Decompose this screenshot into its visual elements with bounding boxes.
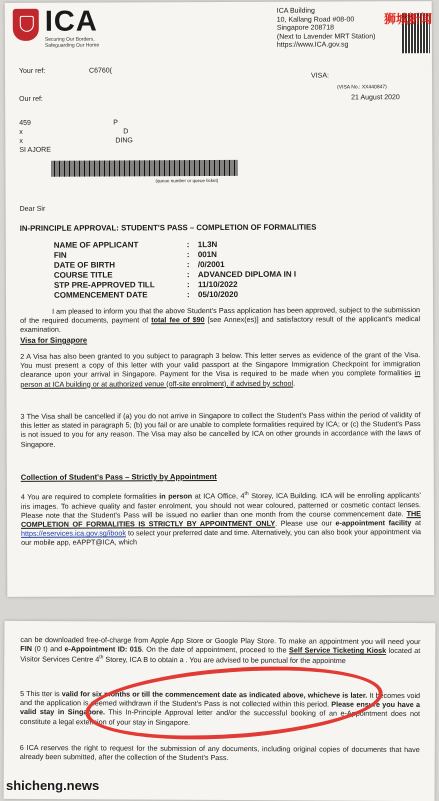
paragraph-4: 4 You are required to complete formalities in person at ICA Office, 4th Storey, ICA Building. ICA will be enrolling applicants' iris images. To achieve quality and faster enrolment, you should not wear coloured, patterned or cosmetic contact lenses. Please note that the Student's Pass will be issued no earlier than one month from the course commencement date. THE COMPLETION OF FORMALITIES IS STRICTLY BY APPOINTMENT ONLY. Please use our e-appointment facility at https://eservices.ica.gov.sg/ibook to select your preferred date and time. Alternatively, you can also book your appointment via our mobile app, eAPPT@ICA, which <box>20 490 422 548</box>
ica-tagline: Securing Our Borders, Safeguarding Our Home <box>44 36 100 49</box>
your-ref-value: C6760( <box>88 67 112 75</box>
addressee-d: D <box>123 128 129 136</box>
paragraph-6: 6 ICA reserves the right to request for the submission of any documents, including original copies of documents that have already been submitted, after the collection of the Student's Pass. <box>19 742 420 763</box>
detail-value: 1L3N <box>197 240 218 250</box>
watermark-top: 狮城新闻 <box>384 12 433 26</box>
paragraph-2: 2 A Visa has also been granted to you subject to paragraph 3 below. This letter serves as evidence of the grant of the Visa. You must present a copy of this letter with your valid passport at the Singapore Immigration Checkpoint for immigration clearance upon your arrival in Singapore. Payment for the Visa is required to be made when you complete formalities in person at ICA building or at authorized venue (off-site enrolment), if advised by school. <box>20 350 421 389</box>
our-ref-label: Our ref: <box>19 95 43 103</box>
detail-colon: : <box>186 290 190 300</box>
ica-crest-logo <box>13 9 39 41</box>
salutation: Dear Sir <box>19 205 46 213</box>
letter-date: 21 August 2020 <box>351 94 400 102</box>
addressee-ding: DING <box>115 137 133 145</box>
barcode <box>51 160 237 177</box>
watermark-bottom: shicheng.news <box>6 778 100 793</box>
addressee-p: P <box>113 119 118 127</box>
visa-heading: Visa for Singapore <box>20 335 88 345</box>
detail-value: 05/10/2020 <box>197 289 239 300</box>
detail-label: COURSE TITLE <box>53 270 113 280</box>
detail-colon: : <box>186 270 190 280</box>
detail-value: 11/10/2022 <box>197 279 238 290</box>
letter-subject: IN-PRINCIPLE APPROVAL: STUDENT'S PASS – COMPLETION OF FORMALITIES <box>19 222 317 233</box>
detail-label: STP PRE-APPROVED TILL <box>53 280 155 290</box>
your-ref-label: Your ref: <box>18 67 46 75</box>
visa-number: (VISA No.: XX440847) <box>337 84 387 91</box>
ica-address-block: ICA Building 10, Kallang Road #08-00 Singapore 208718 (Next to Lavender MRT Station) https://www.ICA.gov.sg <box>276 7 376 49</box>
paragraph-4-continued: can be downloaded free-of-charge from Apple App Store or Google Play Store. To make an appointment you will need your FIN (0 t) and e-Appointment ID: 015. On the date of appointment, proceed to the Self Service Ticketing Kiosk located at Visitor Services Centre 4th Storey, ICA B to obtain a . You are advised to be punctual for the appointme <box>20 634 421 666</box>
paragraph-3: 3 The Visa shall be cancelled if (a) you do not arrive in Singapore to collect the Student's Pass within the period of validity of this letter as stated in paragraph 5; (b) you fail or are unable to complete formalities required by ICA; or (c) the Student's Pass is not issued to you for any reason. The Visa may also be cancelled by ICA on other grounds in accordance with the laws of Singapore. <box>20 410 421 449</box>
collection-heading: Collection of Student's Pass – Strictly by Appointment <box>20 472 217 482</box>
detail-label: DATE OF BIRTH <box>53 260 116 270</box>
detail-label: NAME OF APPLICANT <box>53 240 139 250</box>
ica-logo-text: ICA <box>44 5 98 38</box>
paragraph-1: I am pleased to inform you that the above Student's Pass application has been approved, subject to the submission of the required documents, payment of total fee of $90 [see Annex(es)] and satisfactory result of the applicant's medical examination. <box>20 305 421 335</box>
detail-value: 001N <box>197 250 217 260</box>
paragraph-5: 5 This tter is valid for six months or till the commencement date as indicated above, whicheve is later. It becomes void and the application is deemed withdrawn if the Student's Pass is not collected within this period. Please ensure you have a valid stay in Singapore. This In-Principle Approval letter and/or the successful booking of an e-Appointment does not constitute a legal extension of your stay in Singapore. <box>19 688 421 727</box>
detail-colon: : <box>186 280 190 290</box>
letter-page-1 <box>5 1 435 597</box>
detail-value: ADVANCED DIPLOMA IN I <box>197 269 297 280</box>
barcode-note: (queue number or queue ticket) <box>155 178 219 184</box>
eservices-link[interactable]: https://eservices.ica.gov.sg/ibook <box>21 528 126 539</box>
detail-colon: : <box>186 240 190 250</box>
detail-label: FIN <box>53 250 67 260</box>
redacted-visa <box>335 63 425 81</box>
visa-label: VISA: <box>311 72 329 80</box>
detail-label: COMMENCEMENT DATE <box>53 290 148 300</box>
detail-colon: : <box>186 260 190 270</box>
addressee-block: 459 x x SI AJORE <box>19 119 51 154</box>
detail-value: /0/2001 <box>197 259 225 270</box>
total-fee: total fee of $90 <box>151 315 205 325</box>
detail-colon: : <box>186 250 190 260</box>
